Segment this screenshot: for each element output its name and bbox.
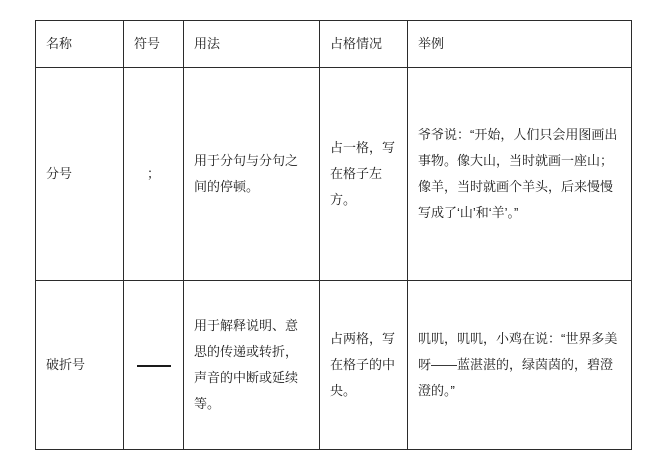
- cell-usage: 用于分句与分句之间的停顿。: [184, 68, 320, 281]
- cell-usage: 用于解释说明、意思的传递或转折，声音的中断或延续等。: [184, 281, 320, 450]
- table-row: [36, 281, 632, 450]
- cell-example: 爷爷说：“开始，人们只会用图画出事物。像大山，当时就画一座山；像羊，当时就画个羊头，后来慢慢写成了‘山’和‘羊’。”: [408, 68, 632, 281]
- cell-symbol: ；: [124, 68, 184, 281]
- column-header-grid: 占格情况: [320, 21, 408, 68]
- column-header-name: 名称: [36, 21, 124, 68]
- punctuation-table: [35, 20, 632, 450]
- cell-name: 分号: [36, 68, 124, 281]
- cell-name: 破折号: [36, 281, 124, 450]
- column-header-usage: 用法: [184, 21, 320, 68]
- em-dash-icon: [137, 365, 171, 367]
- table-row: [36, 68, 632, 281]
- cell-symbol: [124, 281, 184, 450]
- column-header-symbol: 符号: [124, 21, 184, 68]
- cell-grid: 占一格，写在格子左方。: [320, 68, 408, 281]
- cell-grid: 占两格，写在格子的中央。: [320, 281, 408, 450]
- cell-example: 叽叽，叽叽，小鸡在说：“世界多美呀——蓝湛湛的，绿茵茵的，碧澄澄的。”: [408, 281, 632, 450]
- table-header-row: [36, 21, 632, 68]
- column-header-example: 举例: [408, 21, 632, 68]
